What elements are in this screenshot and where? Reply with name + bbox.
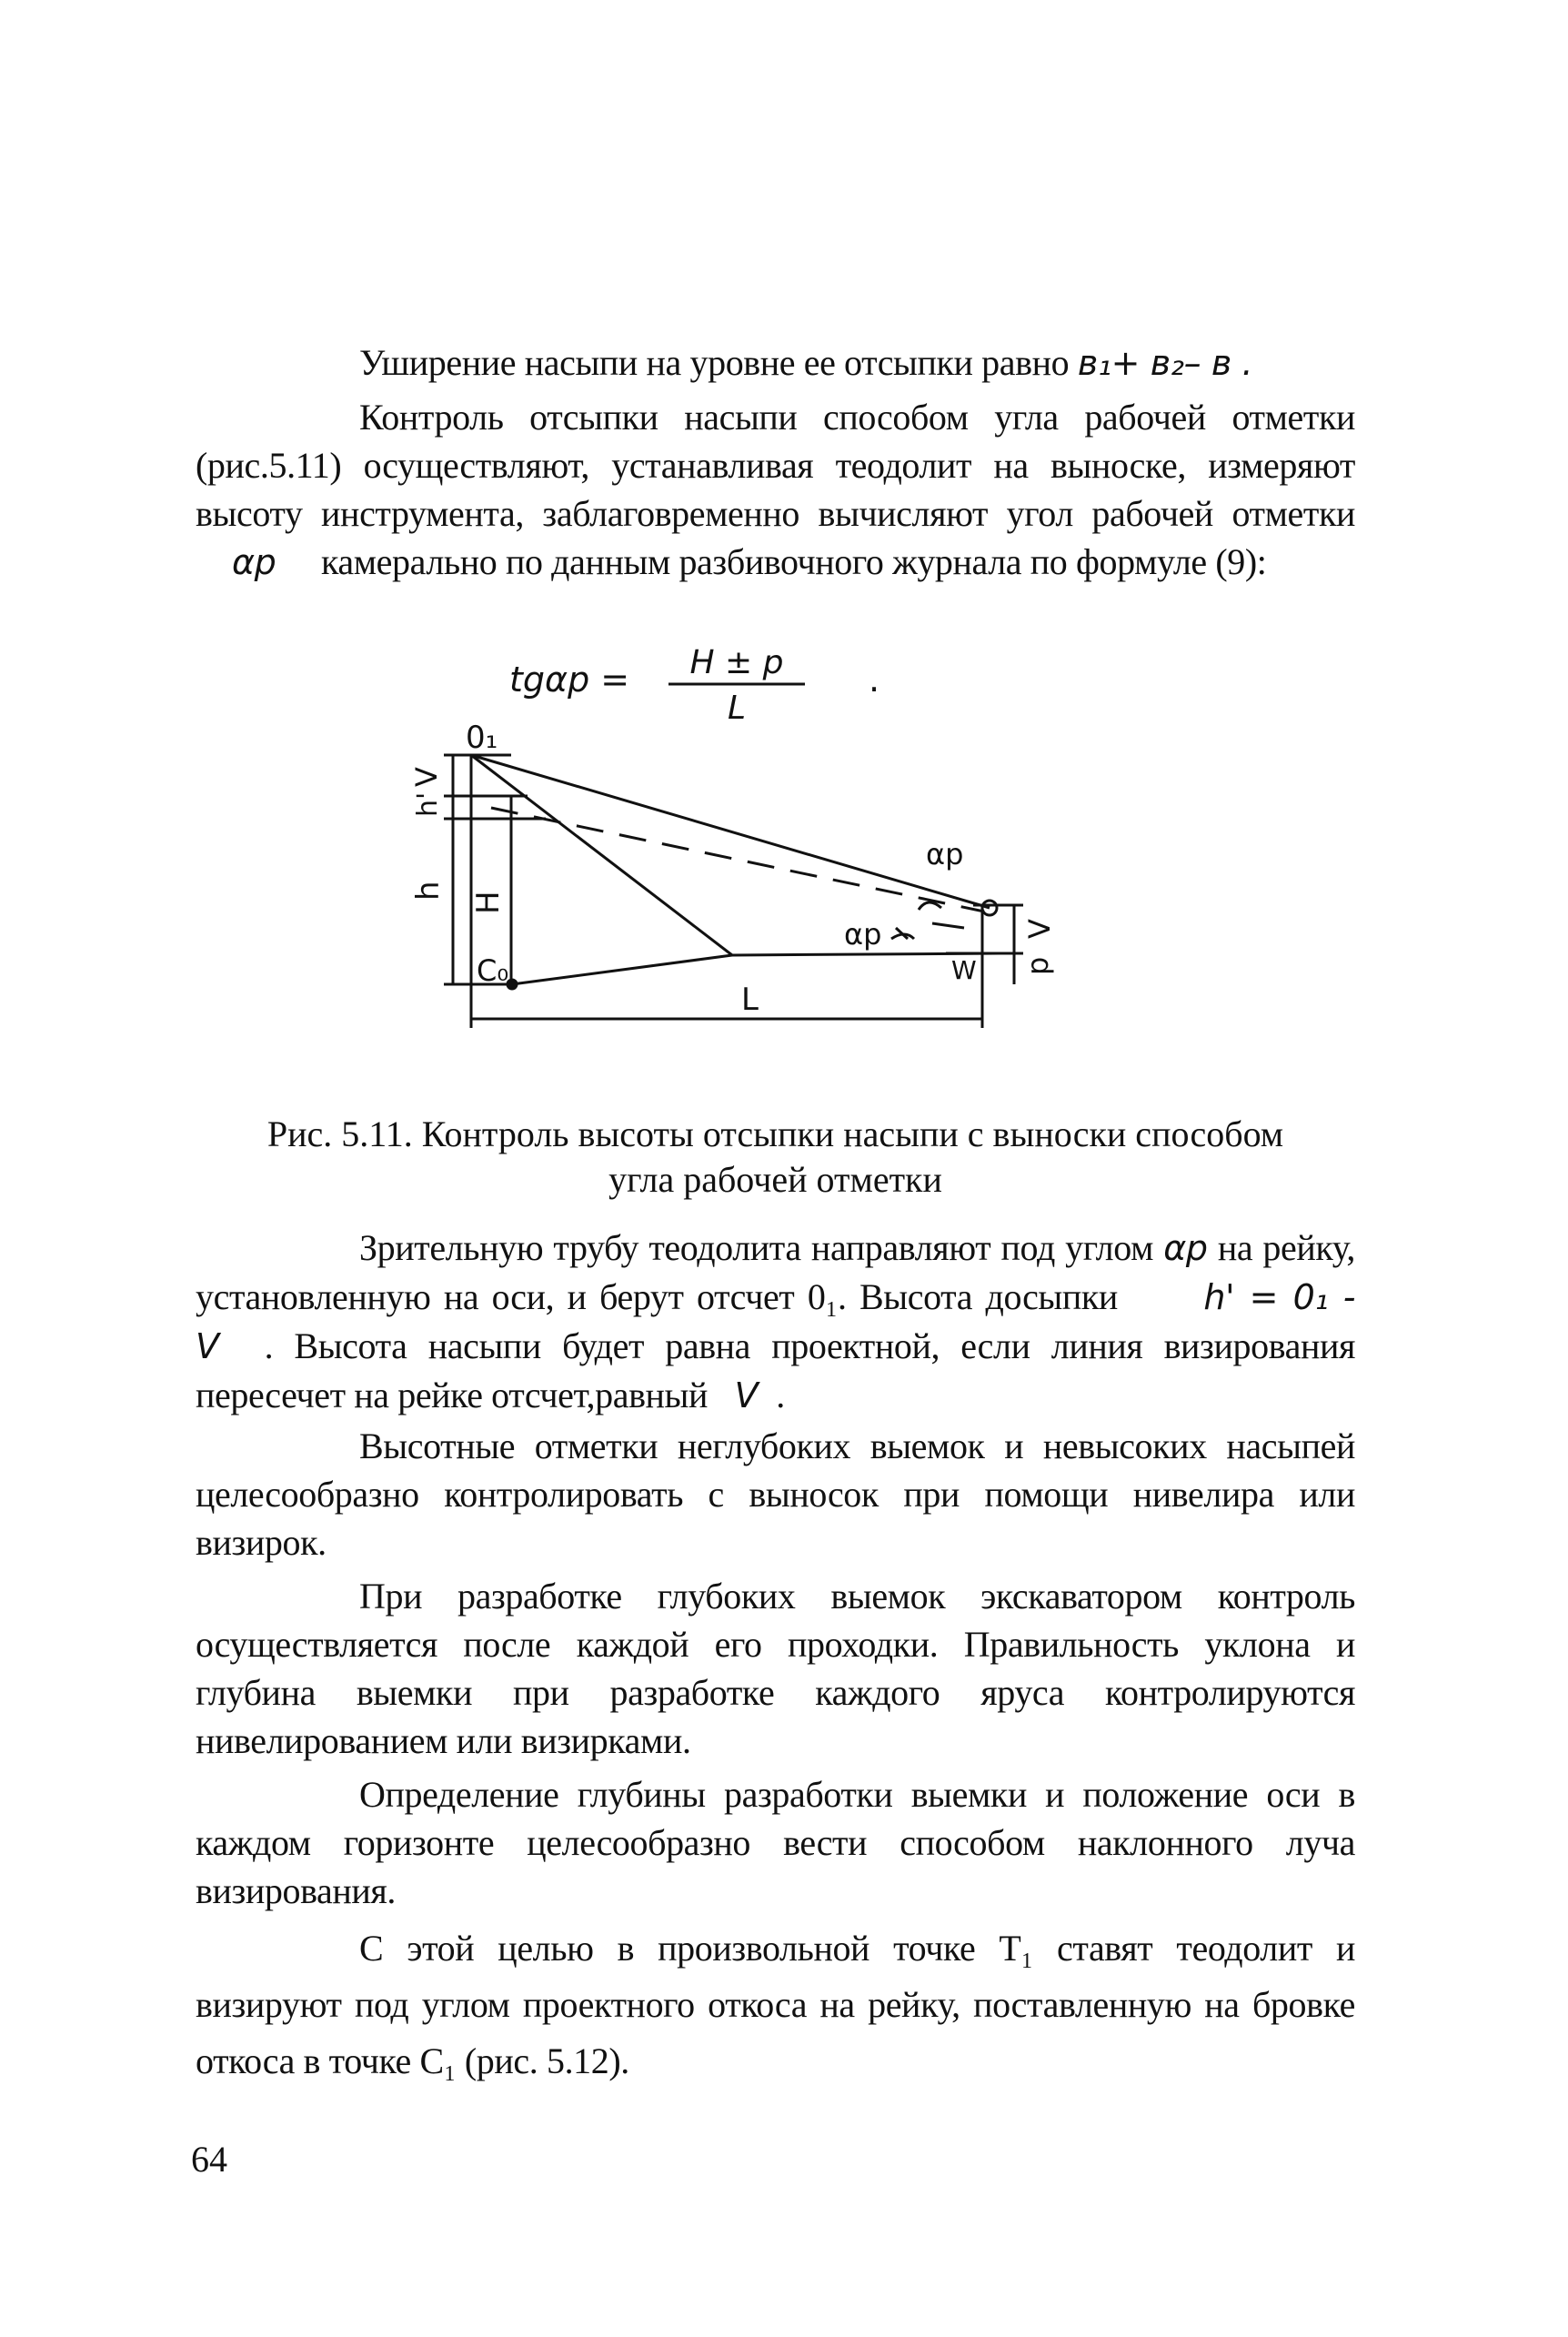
paragraph-telescope-end: . (776, 1375, 785, 1415)
label-h-full: h (410, 881, 447, 901)
formula-denominator: L (727, 690, 747, 727)
page-number: 64 (191, 2139, 227, 2180)
paragraph-telescope-text-b: на рейку, установленную на оси, и берут отсчет 0₁. Высота досыпки (196, 1227, 1356, 1317)
formula-end-dot: . (869, 660, 880, 700)
text-top (196, 338, 1355, 587)
angle-arc-upper (919, 902, 941, 910)
paragraph-depth: Определение глубины разработки выемки и положение оси в каждом горизонте целесообразно вести способом наклонного луча визирования. (196, 1774, 1355, 1911)
label-W: W (951, 955, 977, 985)
paragraph-telescope-text-a: Зрительную трубу теодолита направляют под углом (359, 1227, 1153, 1268)
paragraph-purpose: С этой целью в произвольной точке T₁ ставят теодолит и визируют под углом проектного откоса на рейку, поставленную на бровке откоса в точке C₁ (рис. 5.12). (196, 1928, 1355, 2081)
intro-formula: в₁+ в₂– в . (1077, 343, 1253, 383)
label-V-right: V (1022, 919, 1057, 939)
ground-line (512, 955, 732, 984)
alpha-symbol-2: αp (1163, 1228, 1208, 1268)
figure-5-11 (382, 700, 1128, 1064)
paragraph-control-text-a: Контроль отсыпки насыпи способом угла рабочей отметки (рис.5.11) осуществляют, устанавливая теодолит на выноске, измеряют высоту инструмента, заблаговременно вычисляют угол рабочей отметки (196, 397, 1355, 534)
label-H: H (470, 891, 507, 914)
intro-text: Уширение насыпи на уровне ее отсыпки равно (359, 342, 1070, 383)
paragraph-control-text-b: камерально по данным разбивочного журнала по формуле (9): (320, 541, 1267, 582)
formula-numerator: H ± p (689, 644, 784, 681)
sight-line (471, 755, 990, 908)
alpha-symbol: αp (232, 542, 276, 582)
label-p: p (1020, 956, 1055, 975)
label-alpha-lower: αp (844, 917, 882, 952)
point-c0 (508, 980, 517, 989)
label-alpha-upper: αp (926, 837, 964, 871)
paragraph-control (196, 393, 1355, 587)
dashed-line (491, 808, 984, 912)
paragraph-telescope (196, 1224, 1355, 1420)
intro-paragraph (196, 338, 1355, 388)
text-bottom (196, 1224, 1355, 2090)
paragraph-shallow: Высотные отметки неглубоких выемок и невысоких насыпей целесообразно контролировать с выносок при помощи нивелира или визирок. (196, 1425, 1355, 1563)
v-symbol: V (734, 1375, 759, 1415)
caption-line-2: угла рабочей отметки (608, 1159, 942, 1200)
label-L: L (741, 982, 759, 1018)
label-o1: 0₁ (466, 720, 498, 756)
label-v-left: V (409, 767, 444, 787)
paragraph-excavator: При разработке глубоких выемок экскаватором контроль осуществляется после каждой его проходки. Правильность уклона и глубина выемки при разработке каждого яруса контролируются нивелированием или визирками. (196, 1576, 1355, 1761)
caption-line-1: Рис. 5.11. Контроль высоты отсыпки насыпи с выноски способом (266, 1113, 1284, 1154)
label-c0: C₀ (477, 953, 509, 988)
formula-h-prime: h' = 0₁ - V (196, 1277, 1356, 1366)
formula-lhs: tgαp = (509, 660, 630, 700)
figure-caption (196, 1112, 1355, 1203)
label-h-prime: h' (412, 791, 444, 817)
arrow-right (932, 923, 964, 928)
paragraph-telescope-text-c: . Высота насыпи будет равна проектной, если линия визирования пересечет на рейке отсчет,равный (196, 1325, 1355, 1415)
